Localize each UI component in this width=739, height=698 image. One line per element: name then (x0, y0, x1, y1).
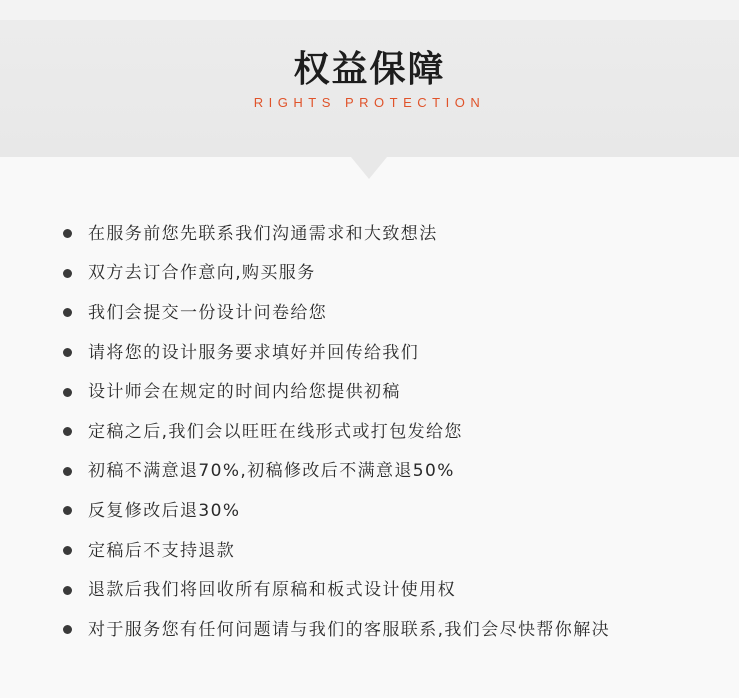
top-strip (0, 0, 739, 20)
list-item-text: 请将您的设计服务要求填好并回传给我们 (88, 342, 420, 363)
list-item (60, 610, 610, 650)
page-title: 权益保障 (293, 49, 446, 90)
list-item-text: 退款后我们将回收所有原稿和板式设计使用权 (88, 580, 456, 601)
list-item-text: 对于服务您有任何问题请与我们的客服联系,我们会尽快帮你解决 (88, 619, 611, 640)
bullet-icon (63, 625, 72, 634)
bullet-icon (63, 546, 72, 555)
bullet-icon (63, 427, 72, 436)
list-item (60, 412, 610, 452)
bullet-icon (63, 467, 72, 476)
list-item (60, 254, 610, 294)
list-item (60, 333, 610, 373)
list-item-text: 定稿后不支持退款 (88, 540, 236, 561)
list-item (60, 570, 610, 610)
list-item-text: 初稿不满意退70%,初稿修改后不满意退50% (88, 461, 455, 482)
list-item-text: 我们会提交一份设计问卷给您 (88, 302, 328, 323)
list-item-text: 反复修改后退30% (88, 500, 241, 521)
bullet-icon (63, 506, 72, 515)
list-item (60, 452, 610, 492)
list-item-text: 定稿之后,我们会以旺旺在线形式或打包发给您 (88, 421, 463, 442)
list-item (60, 491, 610, 531)
page-subtitle: RIGHTS PROTECTION (253, 95, 486, 110)
bullet-icon (63, 586, 72, 595)
list-item (60, 214, 610, 254)
bullet-icon (63, 308, 72, 317)
list-item (60, 293, 610, 333)
header-pointer (351, 157, 387, 179)
list-item (60, 372, 610, 412)
bullet-icon (63, 269, 72, 278)
rights-list (60, 214, 610, 650)
bullet-icon (63, 388, 72, 397)
list-item (60, 531, 610, 571)
bullet-icon (63, 229, 72, 238)
list-item-text: 设计师会在规定的时间内给您提供初稿 (88, 382, 401, 403)
list-item-text: 在服务前您先联系我们沟通需求和大致想法 (88, 223, 438, 244)
list-item-text: 双方去订合作意向,购买服务 (88, 263, 316, 284)
bullet-icon (63, 348, 72, 357)
